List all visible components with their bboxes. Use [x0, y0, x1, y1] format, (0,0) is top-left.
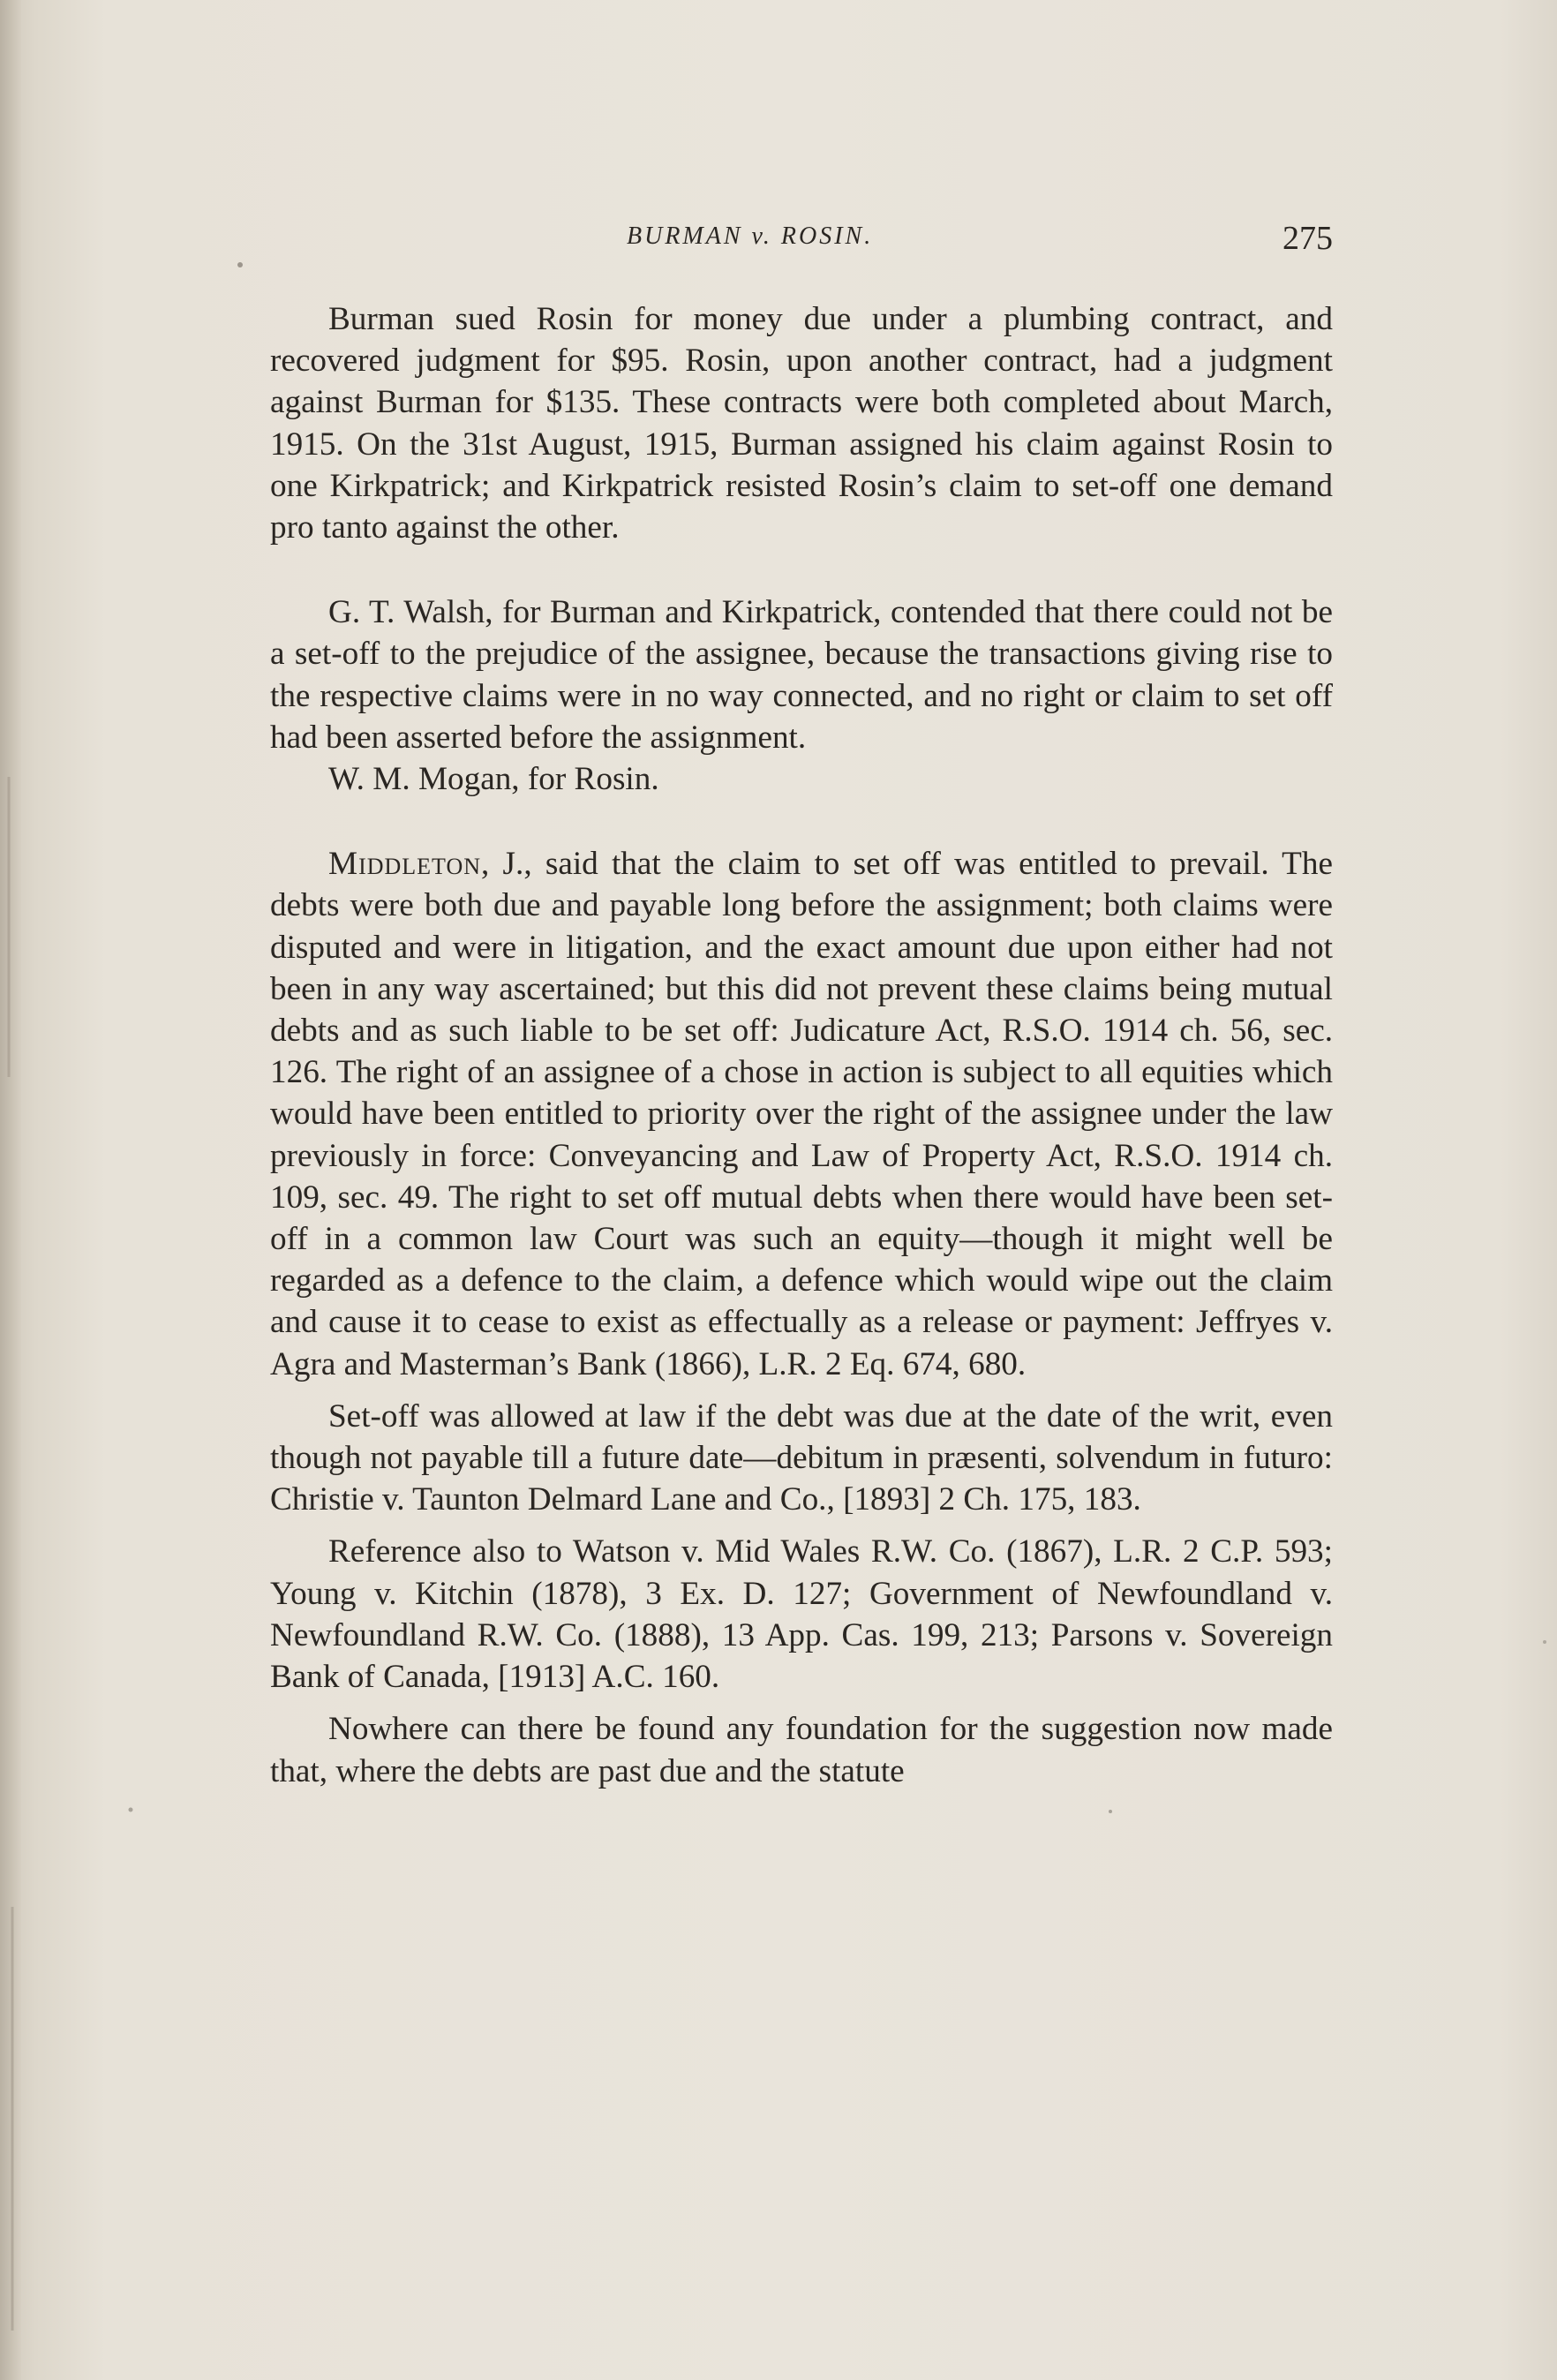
running-head: BURMAN v. ROSIN. [627, 222, 874, 250]
paragraph-set-off-law: Set-off was allowed at law if the debt was due at the date of the writ, even though not payable till a future date—debitum in præsenti, solvendum in futuro: Christie v. Taunton Delmard Lane and Co., [1893] 2 Ch. 175, 183. [270, 1397, 1333, 1518]
judge-name: Middleton [328, 846, 482, 883]
paragraph-facts: Burman sued Rosin for money due under a plumbing contract, and recovered judgment for $95. Rosin, upon another contract, had a judgment against Burman for $135. These contracts were both completed about March, 1915. On the 31st August, 1915, Burman assigned his claim against Rosin to one Kirkpatrick; and Kirkpatrick resisted Rosin’s claim to set-off one demand pro tanto against the other. [270, 301, 1333, 546]
page-number: 275 [1282, 220, 1333, 257]
paragraph-nowhere: Nowhere can there be found any foundation for the suggestion now made that, where the debts are past due and the statute [270, 1711, 1333, 1789]
paragraph-references: Reference also to Watson v. Mid Wales R.W. Co. (1867), L.R. 2 C.P. 593; Young v. Kitchin (1878), 3 Ex. D. 127; Government of Newfoundland v. Newfoundland R.W. Co. (1888), 13 App. Cas. 199, 213; Parsons v. Sovereign Bank of Canada, [1913] A.C. 160. [270, 1533, 1333, 1696]
page-header [274, 222, 1333, 275]
paragraph-counsel-burman: G. T. Walsh, for Burman and Kirkpatrick, contended that there could not be a set-off to the prejudice of the assignee, because the transactions giving rise to the respective claims were in no way connected, and no right or claim to set off had been asserted before the assignment. [270, 594, 1333, 756]
body-text [270, 298, 1333, 1792]
paragraph-counsel-rosin: W. M. Mogan, for Rosin. [328, 761, 659, 798]
paragraph-judgment [270, 843, 1333, 1385]
book-spine-shadow [0, 0, 21, 2380]
judgment-text: , J., said that the claim to set off was entitled to prevail. The debts were both due and payable long before the assignment; both claims were disputed and were in litigation, and the exact amount due upon either had not been in any way ascertained; but this did not prevent these claims being mutual debts and as such liable to be set off: Judicature Act, R.S.O. 1914 ch. 56, sec. 126. The right of an assignee of a chose in action is subject to all equities which would have been entitled to priority over the right of the assignee under the law previously in force: Conveyancing and Law of Property Act, R.S.O. 1914 ch. 109, sec. 49. The right to set off mutual debts when there would have been set-off in a common law Court was such an equity—though it might well be regarded as a defence to the claim, a defence which would wipe out the claim and cause it to cease to exist as effectually as a release or payment: Jeffryes v. Agra and Masterman’s Bank (1866), L.R. 2 Eq. 674, 680. [270, 846, 1333, 1382]
